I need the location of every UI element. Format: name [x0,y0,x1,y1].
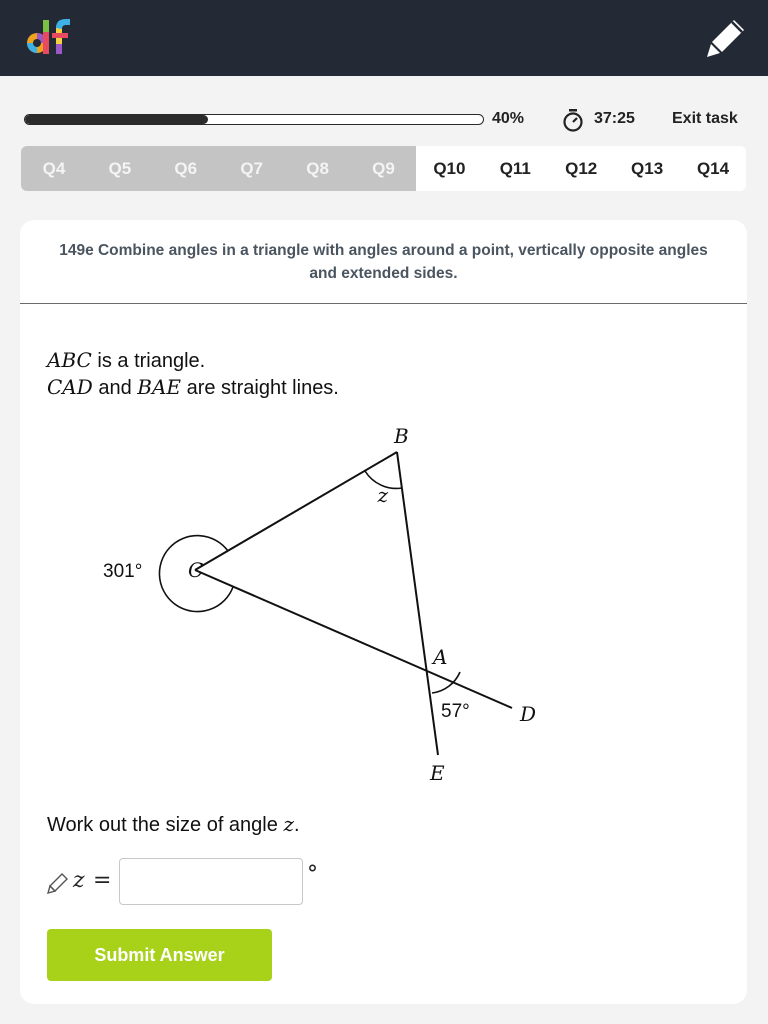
statement-text-1: is a triangle. [91,350,206,372]
label-b: B [394,424,409,448]
label-z: z [377,487,388,511]
tab-q7[interactable]: Q7 [219,146,285,191]
answer-var: z [73,868,85,893]
angle-a-value: 57° [441,701,470,722]
tab-q14[interactable]: Q14 [680,146,746,191]
exit-task-link[interactable]: Exit task [672,110,738,127]
math-cad: CAD [47,375,93,399]
answer-input[interactable] [119,858,303,905]
tab-q8[interactable]: Q8 [285,146,351,191]
tab-q12[interactable]: Q12 [548,146,614,191]
degree-symbol: ° [307,862,318,887]
answer-row [47,858,347,906]
statement-and: and [92,377,138,399]
triangle-diagram [100,420,580,790]
progress-percent: 40% [492,110,525,127]
tab-q11[interactable]: Q11 [482,146,548,191]
df-logo [22,14,82,60]
pencil-icon[interactable] [704,16,748,60]
tab-q10[interactable]: Q10 [416,146,482,191]
statement-line-2 [47,375,339,400]
angle-c-value: 301° [103,561,143,582]
top-bar [0,0,768,76]
question-card [20,220,747,1004]
line-cb [195,452,397,570]
tab-q4[interactable]: Q4 [21,146,87,191]
line-cd [195,570,512,708]
progress-fill [25,115,208,124]
label-e: E [430,761,445,785]
math-bae: BAE [137,375,182,399]
question-var: z [283,812,294,836]
stopwatch-icon [562,108,584,132]
learning-objective: 149e Combine angles in a triangle with angles around a point, vertically opposite angles and extended sides. [20,220,747,304]
answer-equals: = [93,868,112,893]
question-tabs [21,146,746,191]
line-be [397,452,438,755]
tab-q9[interactable]: Q9 [351,146,417,191]
label-a: A [433,645,448,669]
angle-arc-b [365,471,402,488]
math-abc: ABC [47,348,92,372]
label-d: D [520,702,537,726]
timer: 37:25 [594,110,635,127]
tab-q5[interactable]: Q5 [87,146,153,191]
statement-line-1 [47,348,205,373]
label-c: C [188,558,204,582]
pencil-icon [47,872,69,894]
submit-answer-button[interactable]: Submit Answer [47,929,272,981]
statement-text-2: are straight lines. [181,377,339,399]
progress-bar [24,114,484,125]
question-text [47,812,300,837]
tab-q6[interactable]: Q6 [153,146,219,191]
question-prefix: Work out the size of angle [47,814,284,836]
tab-q13[interactable]: Q13 [614,146,680,191]
question-end: . [293,814,300,836]
